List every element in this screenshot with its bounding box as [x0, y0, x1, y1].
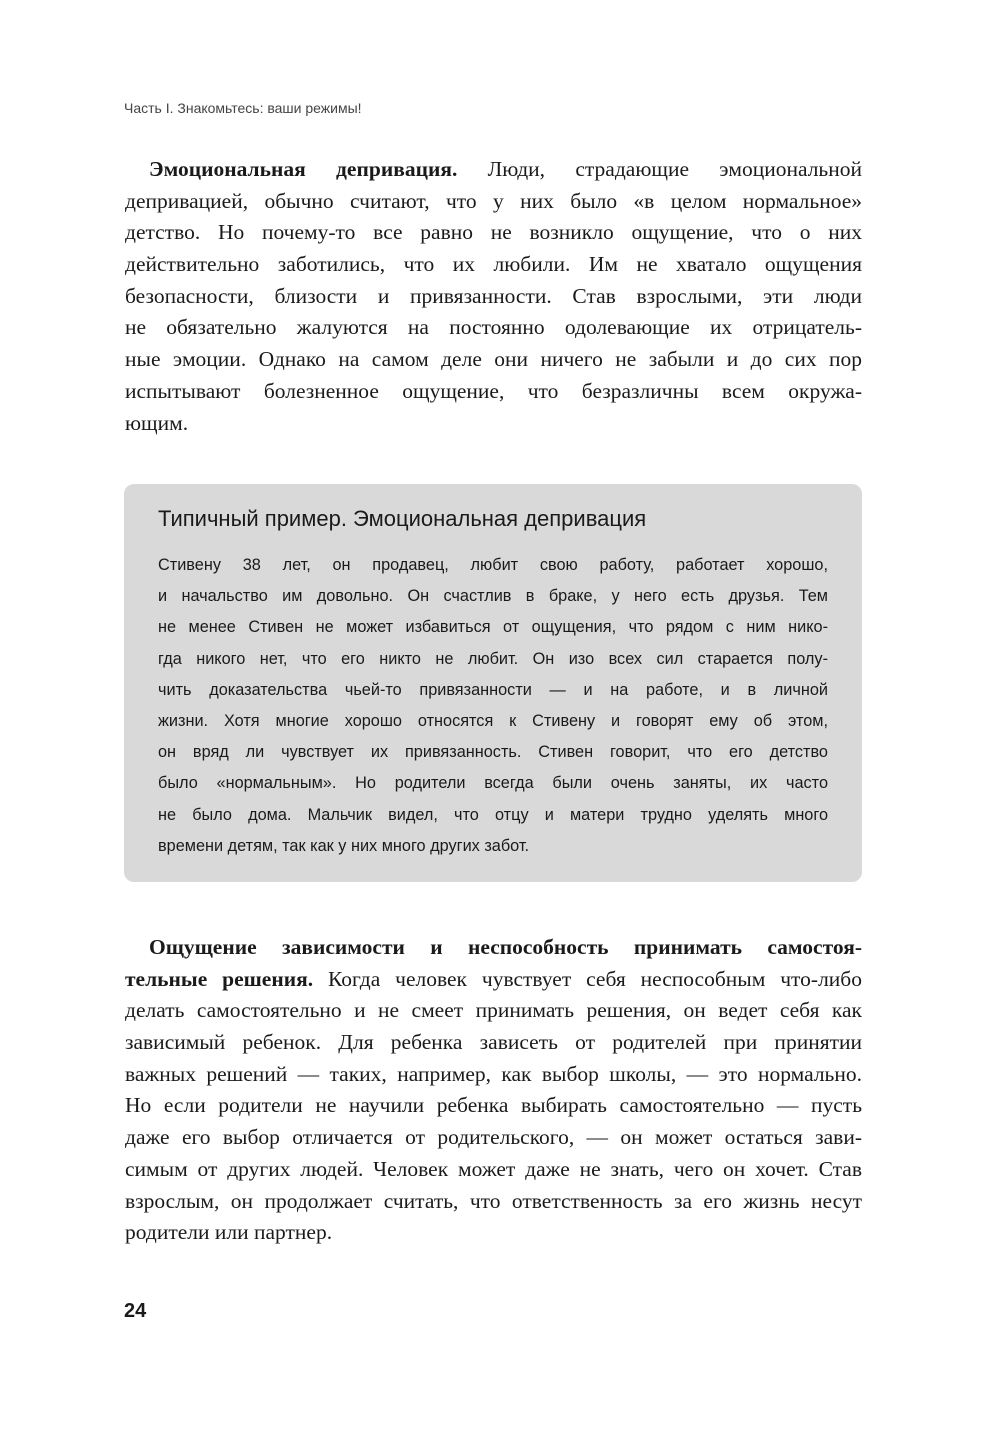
text-line: делать самостоятельно и не смеет принимать решения, он ведет себя как	[125, 998, 862, 1023]
text-line: симым от других людей. Человек может даже не знать, чего он хочет. Став	[125, 1156, 862, 1181]
text-line: испытывают болезненное ощущение, что безразличны всем окружа-	[125, 378, 862, 403]
text-line: ные эмоции. Однако на самом деле они ничего не забыли и до сих пор	[125, 347, 862, 372]
example-box-body	[158, 550, 828, 862]
text-line: не обязательно жалуются на постоянно одолевающие их отрицатель-	[125, 315, 862, 340]
text-line: Но если родители не научили ребенка выбирать самостоятельно — пусть	[125, 1093, 862, 1118]
text-line: детство. Но почему-то все равно не возникло ощущение, что о них	[125, 220, 862, 245]
text-line: ющим.	[125, 410, 189, 435]
text-span: Люди, страдающие эмоциональной	[457, 157, 862, 181]
text-line: зависимый ребенок. Для ребенка зависеть от родителей при принятии	[125, 1030, 862, 1055]
paragraph-lead: Эмоциональная депривация.	[149, 157, 458, 181]
paragraph-emotional-deprivation	[125, 154, 862, 439]
text-line: жизни. Хотя многие хорошо относятся к Стивену и говорят ему об этом,	[158, 711, 828, 730]
paragraph-lead-continued: тельные решения.	[125, 966, 314, 991]
text-line: Стивену 38 лет, он продавец, любит свою работу, работает хорошо,	[158, 556, 828, 574]
text-line	[125, 154, 862, 186]
page-number: 24	[124, 1300, 147, 1322]
text-line: действительно заботились, что их любили. Им не хватало ощущения	[125, 252, 862, 277]
example-box	[124, 484, 862, 882]
text-line: не было дома. Мальчик видел, что отцу и матери трудно уделять много	[158, 805, 828, 824]
text-span: Когда человек чувствует себя неспособным что-либо	[313, 966, 862, 991]
text-line	[125, 932, 862, 964]
paragraph-dependence	[125, 932, 862, 1249]
text-line: он вряд ли чувствует их привязанность. Стивен говорит, что его детство	[158, 743, 828, 762]
text-line	[125, 964, 862, 996]
text-line: взрослым, он продолжает считать, что ответственность за его жизнь несут	[125, 1188, 862, 1213]
text-line: времени детям, так как у них много других забот.	[158, 836, 530, 855]
text-line: и начальство им довольно. Он счастлив в браке, у него есть друзья. Тем	[158, 587, 828, 606]
paragraph-lead: Ощущение зависимости и неспособность принимать самостоя-	[149, 935, 862, 959]
running-header: Часть I. Знакомьтесь: ваши режимы!	[124, 100, 362, 116]
text-line: безопасности, близости и привязанности. Став взрослыми, эти люди	[125, 283, 862, 308]
text-line: важных решений — таких, например, как выбор школы, — это нормально.	[125, 1061, 862, 1086]
text-line: гда никого нет, что его никто не любит. Он изо всех сил старается полу-	[158, 649, 828, 668]
text-line: не менее Стивен не может избавиться от ощущения, что рядом с ним нико-	[158, 618, 828, 637]
text-line: депривацией, обычно считают, что у них было «в целом нормальное»	[125, 188, 862, 213]
text-line: чить доказательства чьей-то привязанности — и на работе, и в личной	[158, 680, 828, 699]
text-line: родители или партнер.	[125, 1220, 333, 1245]
text-line: было «нормальным». Но родители всегда были очень заняты, их часто	[158, 774, 828, 793]
text-line: даже его выбор отличается от родительского, — он может остаться зави-	[125, 1125, 862, 1150]
example-box-title: Типичный пример. Эмоциональная депривация	[158, 506, 647, 531]
